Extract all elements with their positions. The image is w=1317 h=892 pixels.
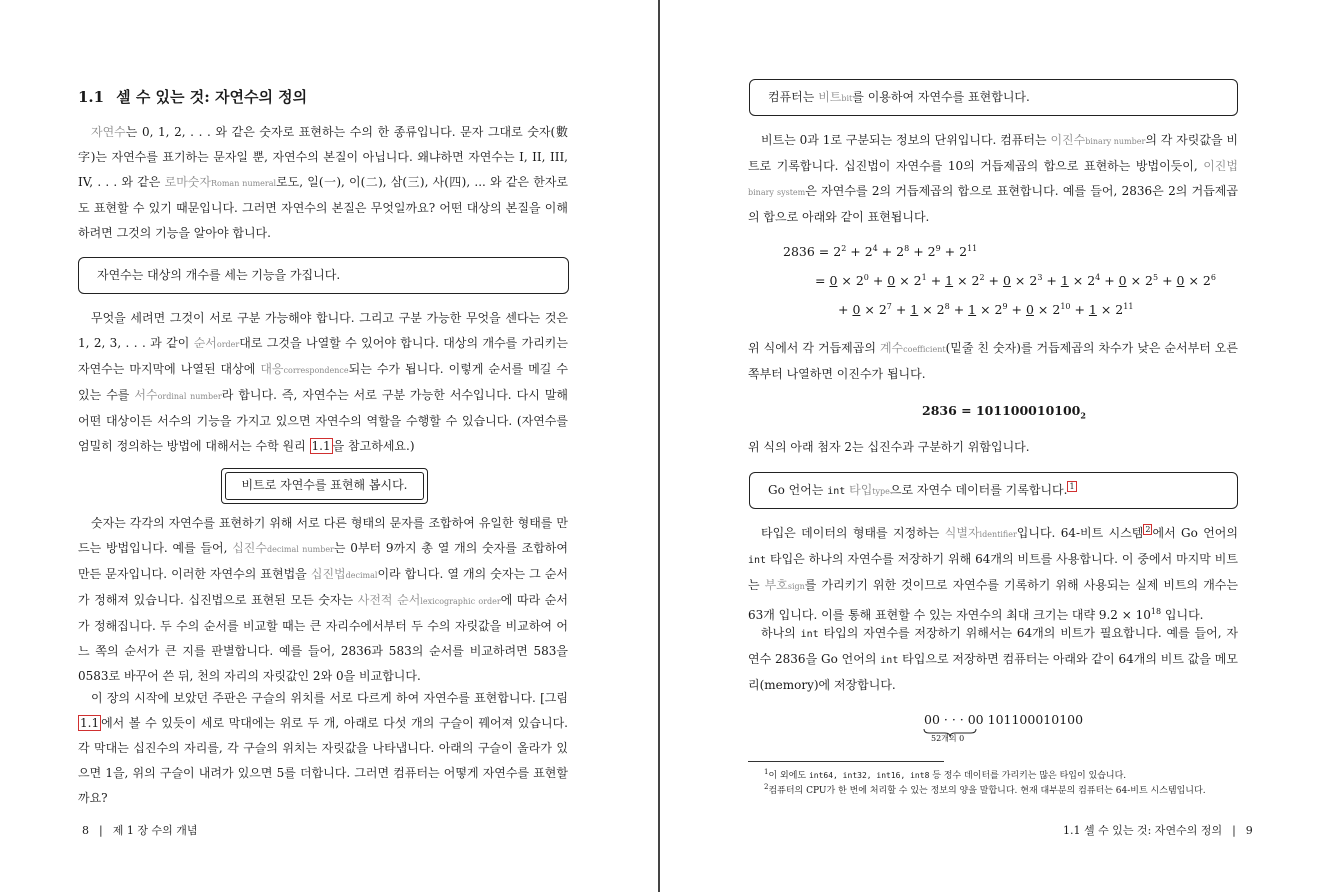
footnote-1: $^1$이 외에도 int64, int32, int16, int8 등 정수 데이터를 가리키는 많은 타입이 있습니다. [764,768,1127,781]
callout-box-bits: 비트로 자연수를 표현해 봅시다. [221,468,428,504]
paragraph-decimal: 숫자는 각각의 자연수를 표현하기 위해 서로 다른 형태의 문자를 조합하여 유일한 형태를 만드는 방법입니다. 예를 들어, 십진수decimal number는 0부터 9까지 총 열 개의 숫자를 조합하여 만든 문자입니다. 이러한 자연수의 표현법을 십진법decimal이라 합니다. 열 개의 숫자는 그 순서가 정해져 있습니다. 십진법으로 표현된 모든 숫자는 사전적 순서lexicographic order에 따라 순서가 정해집니다. 두 수의 순서를 비교할 때는 큰 자리수에서부터 두 수의 자릿값을 비교하여 어느 쪽의 순서가 큰 지를 판별합니다. 예를 들어, 2836과 583의 순서를 비교하려면 583을 0583로 바꾸어 쓴 뒤, 천의 자리의 자릿값인 2와 0을 비교합니다. [78,516,569,683]
equation-expanded-line-2: + $0 \times 2^7 + 1 \times 2^8 + 1 \times 2^9 + 0 \times 2^{10} + 1 \times 2^{11}$ [838,302,1134,318]
footer-left: 8 | 제 1 장 수의 개념 [82,824,198,837]
callout-box-computer-bits: 컴퓨터는 비트bit를 이용하여 자연수를 표현합니다. [749,79,1238,116]
chapter-title: 제 1 장 수의 개념 [112,824,198,837]
equation-64-bit-value: 00 · · · 00 101100010100 [924,712,1084,727]
equation-binary: $2836 = 101100010100_2$ [922,403,1086,421]
underbrace-label: 52개의 0 [931,734,965,743]
footnote-2-link[interactable]: 2 [1145,525,1151,534]
paragraph-coefficient: 위 식에서 각 거듭제곱의 계수coefficient(밑줄 친 숫자)를 거듭제곱의 차수가 낮은 순서부터 오른쪽부터 나열하면 이진수가 됩니다. [748,341,1238,381]
paragraph-type: 타입은 데이터의 형태를 지정하는 식별자identifier입니다. 64-비트 시스템 $^2$ 에서 Go 언어의 int 타입은 하나의 자연수를 저장하기 위해 64개의 비트를 사용합니다. 이 중에서 마지막 비트는 부호sign를 가리키기 위한 것이므로 자연수를 기록하기 위해 사용되는 실제 비트의 개수는 63개 입니다. 이를 통해 표현할 수 있는 자연수의 최대 크기는 대략 $9.2 \times 10^{18}$ 입니다. [748,525,1238,622]
footnote-1-link[interactable]: 1 [1069,482,1075,491]
page-divider [658,0,660,892]
paragraph-subscript-note: 위 식의 아래 첨자 2는 십진수과 구분하기 위함입니다. [748,440,1030,454]
section-title: 1.1 셀 수 있는 것: 자연수의 정의 [1063,824,1223,837]
footnote-2: $^2$컴퓨터의 CPU가 한 번에 처리할 수 있는 정보의 양을 말합니다. 현재 대부분의 컴퓨터는 64-비트 시스템입니다. [764,783,1206,796]
footnote-rule [748,761,944,762]
equation-expanded-line-1: = $0 \times 2^0 + 0 \times 2^1 + 1 \times 2^2 + 0 \times 2^3 + 1 \times 2^4 + 0 \times 2^5 + 0 \times 2^6$ [815,273,1216,289]
callout-box-go-int: Go 언어는 int 타입type으로 자연수 데이터를 기록합니다. $^1$ [749,472,1238,509]
paragraph-abacus: 이 장의 시작에 보았던 주판은 구슬의 위치를 서로 다르게 하여 자연수를 표현합니다. [그림 1.1 에서 볼 수 있듯이 세로 막대에는 위로 두 개, 아래로 다섯 개의 구슬이 꿰어져 있습니다. 각 막대는 십진수의 자리를, 각 구슬의 위치는 자릿값을 나타냅니다. 아래의 구슬이 올라가 있으면 1을, 위의 구슬이 내려가 있으면 5를 더합니다. 그러면 컴퓨터는 어떻게 자연수를 표현할까요? [78,691,568,805]
paragraph-natural-number: 자연수는 0, 1, 2, . . . 와 같은 숫자로 표현하는 수의 한 종류입니다. 문자 그대로 숫자(數字)는 자연수를 표기하는 문자일 뿐, 자연수의 본질이 아닙니다. 왜냐하면 자연수는 I, II, III, IV, . . . 와 같은 로마숫자Roman numeral로도, 일(一), 이(二), 삼(三), 사(四), ... 와 같은 한자로도 표현할 수 있기 때문입니다. 그러면 자연수의 본질은 무엇일까요? 어떤 대상의 본질을 이해하려면 그것의 기능을 알아야 합니다. [78,125,569,240]
paragraph-ordinal: 무엇을 세려면 그것이 서로 구분 가능해야 합니다. 그리고 구분 가능한 무엇을 센다는 것은 1, 2, 3, . . . 과 같이 순서order대로 그것을 나열할 수 있어야 합니다. 대상의 개수를 가리키는 자연수는 마지막에 나열된 대상에 대응correspondence되는 수가 됩니다. 이렇게 순서를 메길 수 있는 수를 서수ordinal number라 합니다. 즉, 자연수는 서로 구분 가능한 서수입니다. 다시 말해 어떤 대상이든 서수의 기능을 가지고 있으면 자연수의 역할을 수행할 수 있습니다. (자연수를 엄밀히 정의하는 방법에 대해서는 수학 원리 1.1 을 참고하세요.) [78,311,568,453]
math-principle-link[interactable]: 1.1 [311,439,331,453]
page-number: 8 [82,824,89,837]
left-page [0,0,658,892]
page-number: 9 [1245,824,1253,837]
callout-box-counting: 자연수는 대상의 개수를 세는 기능을 가집니다. [78,257,569,294]
equation-power-sum: $2836 = 2^2 + 2^4 + 2^8 + 2^9 + 2^{11}$ [783,244,978,260]
paragraph-binary: 비트는 0과 1로 구분되는 정보의 단위입니다. 컴퓨터는 이진수binary number의 각 자릿값을 비트로 기록합니다. 십진법이 자연수를 10의 거듭제곱의 합으로 표현하는 방법이듯이, 이진법binary system은 자연수를 2의 거듭제곱의 합으로 표현합니다. 예를 들어, 2836은 2의 거듭제곱의 합으로 아래와 같이 표현됩니다. [748,133,1238,224]
section-heading: 1.1 셀 수 있는 것: 자연수의 정의 [78,88,308,106]
footer-right: 1.1 셀 수 있는 것: 자연수의 정의 | 9 [1063,824,1253,837]
paragraph-int-storage: 하나의 int 타입의 자연수를 저장하기 위해서는 64개의 비트가 필요합니다. 예를 들어, 자연수 2836을 Go 언어의 int 타입으로 저장하면 컴퓨터는 아래와 같이 64개의 비트 값을 메모리(memory)에 저장합니다. [748,626,1238,692]
figure-link[interactable]: 1.1 [80,716,100,730]
